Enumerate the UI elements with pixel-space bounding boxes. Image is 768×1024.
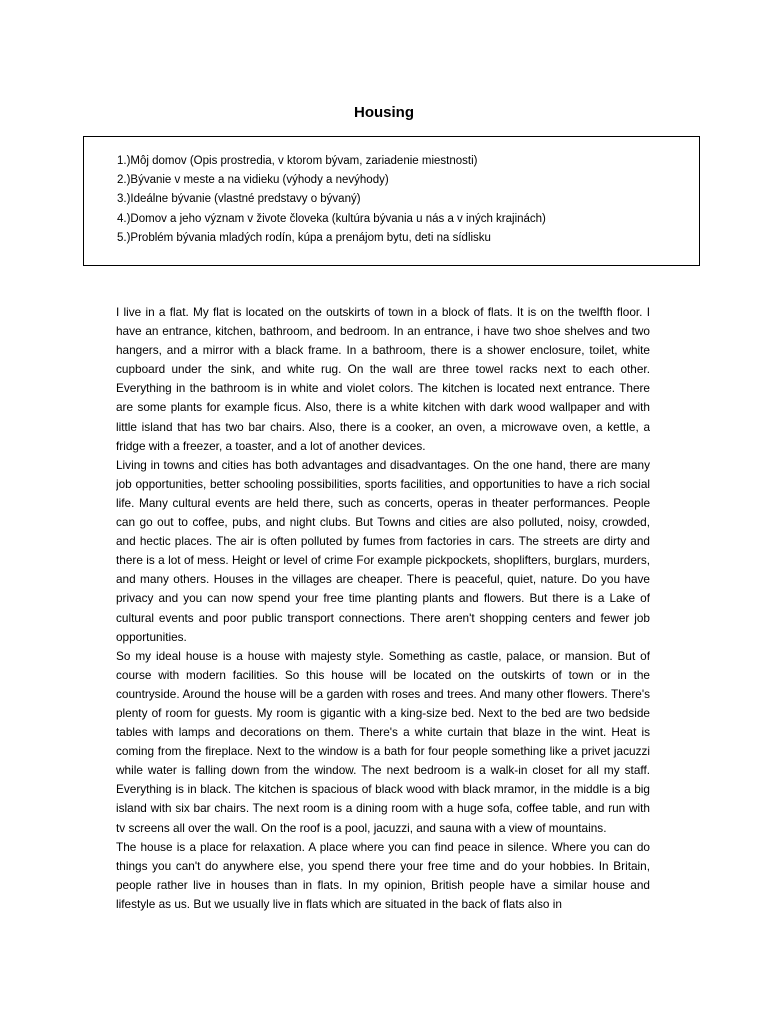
paragraph-my-home: I live in a flat. My flat is located on the outskirts of town in a block of flats. It is on the twelfth floor. I have an entrance, kitchen, bathroom, and bedroom. In an entrance, i have two shoe shelves and two hangers, and a mirror with a black frame. In a bathroom, there is a shower enclosure, toilet, white cupboard under the sink, and white rug. On the wall are three towel racks next to each other. Everything in the bathroom is in white and violet colors. The kitchen is located next entrance. There are some plants for example ficus. Also, there is a white kitchen with dark wood wallpaper and with little island that has two bar chairs. Also, there is a cooker, an oven, a microwave oven, a kettle, a fridge with a freezer, a toaster, and a lot of another devices.	[116, 305, 650, 453]
document-title: Housing	[354, 104, 414, 121]
paragraph-home-meaning: The house is a place for relaxation. A place where you can find peace in silence. Where you can do things you can't do anywhere else, you spend there your free time and do your hobbies. In Britain, people rather live in houses than in flats. In my opinion, British people have a similar house and lifestyle as us. But we usually live in flats which are situated in the back of flats also in	[116, 839, 650, 911]
topics-box	[83, 136, 700, 266]
topic-item: 1.)Môj domov (Opis prostredia, v ktorom bývam, zariadenie miestnosti)	[117, 155, 478, 167]
paragraph-ideal-house: So my ideal house is a house with majesty style. Something as castle, palace, or mansion. But of course with modern facilities. So this house will be located on the outskirts of town or in the countryside. Around the house will be a garden with roses and trees. And many other flowers. There's plenty of room for guests. My room is gigantic with a king-size bed. Next to the bed are two bedside tables with lamps and decorations on them. There's a white curtain that blaze in the wint. Heat is coming from the fireplace. Next to the window is a bath for four people something like a privet jacuzzi while water is falling down from the window. The next bedroom is a walk-in closet for all my staff. Everything is in black. The kitchen is spacious of black wood with black mramor, in the middle is a big island with six bar chairs. The next room is a dining room with a huge sofa, coffee table, and run with tv screens all over the wall. On the roof is a pool, jacuzzi, and sauna with a view of mountains.	[116, 648, 650, 835]
topic-item: 2.)Bývanie v meste a na vidieku (výhody a nevýhody)	[117, 174, 389, 187]
essay-body	[116, 303, 650, 933]
topic-item: 3.)Ideálne bývanie (vlastné predstavy o bývaný)	[117, 193, 361, 206]
topic-item: 4.)Domov a jeho význam v živote človeka (kultúra bývania u nás a v iných krajinách)	[117, 212, 546, 225]
topic-item: 5.)Problém bývania mladých rodín, kúpa a prenájom bytu, deti na sídlisku	[117, 231, 491, 244]
topics-list	[117, 152, 546, 248]
paragraph-town-vs-country: Living in towns and cities has both advantages and disadvantages. On the one hand, there are many job opportunities, better schooling possibilities, sports facilities, and opportunities to have a rich social life. Many cultural events are held there, such as concerts, operas in theater performances. People can go out to coffee, pubs, and night clubs. But Towns and cities are also polluted, noisy, crowded, and hectic places. The air is often polluted by fumes from factories in cars. The streets are dirty and there is a lot of mess. Height or level of crime For example pickpockets, shoplifters, burglars, murders, and many others. Houses in the villages are cheaper. There is peaceful, quiet, nature. Do you have privacy and you can now spend your free time planting plants and flowers. But there is a Lake of cultural events and poor public transport connections. There aren't shopping centers and fewer job opportunities.	[116, 457, 650, 644]
